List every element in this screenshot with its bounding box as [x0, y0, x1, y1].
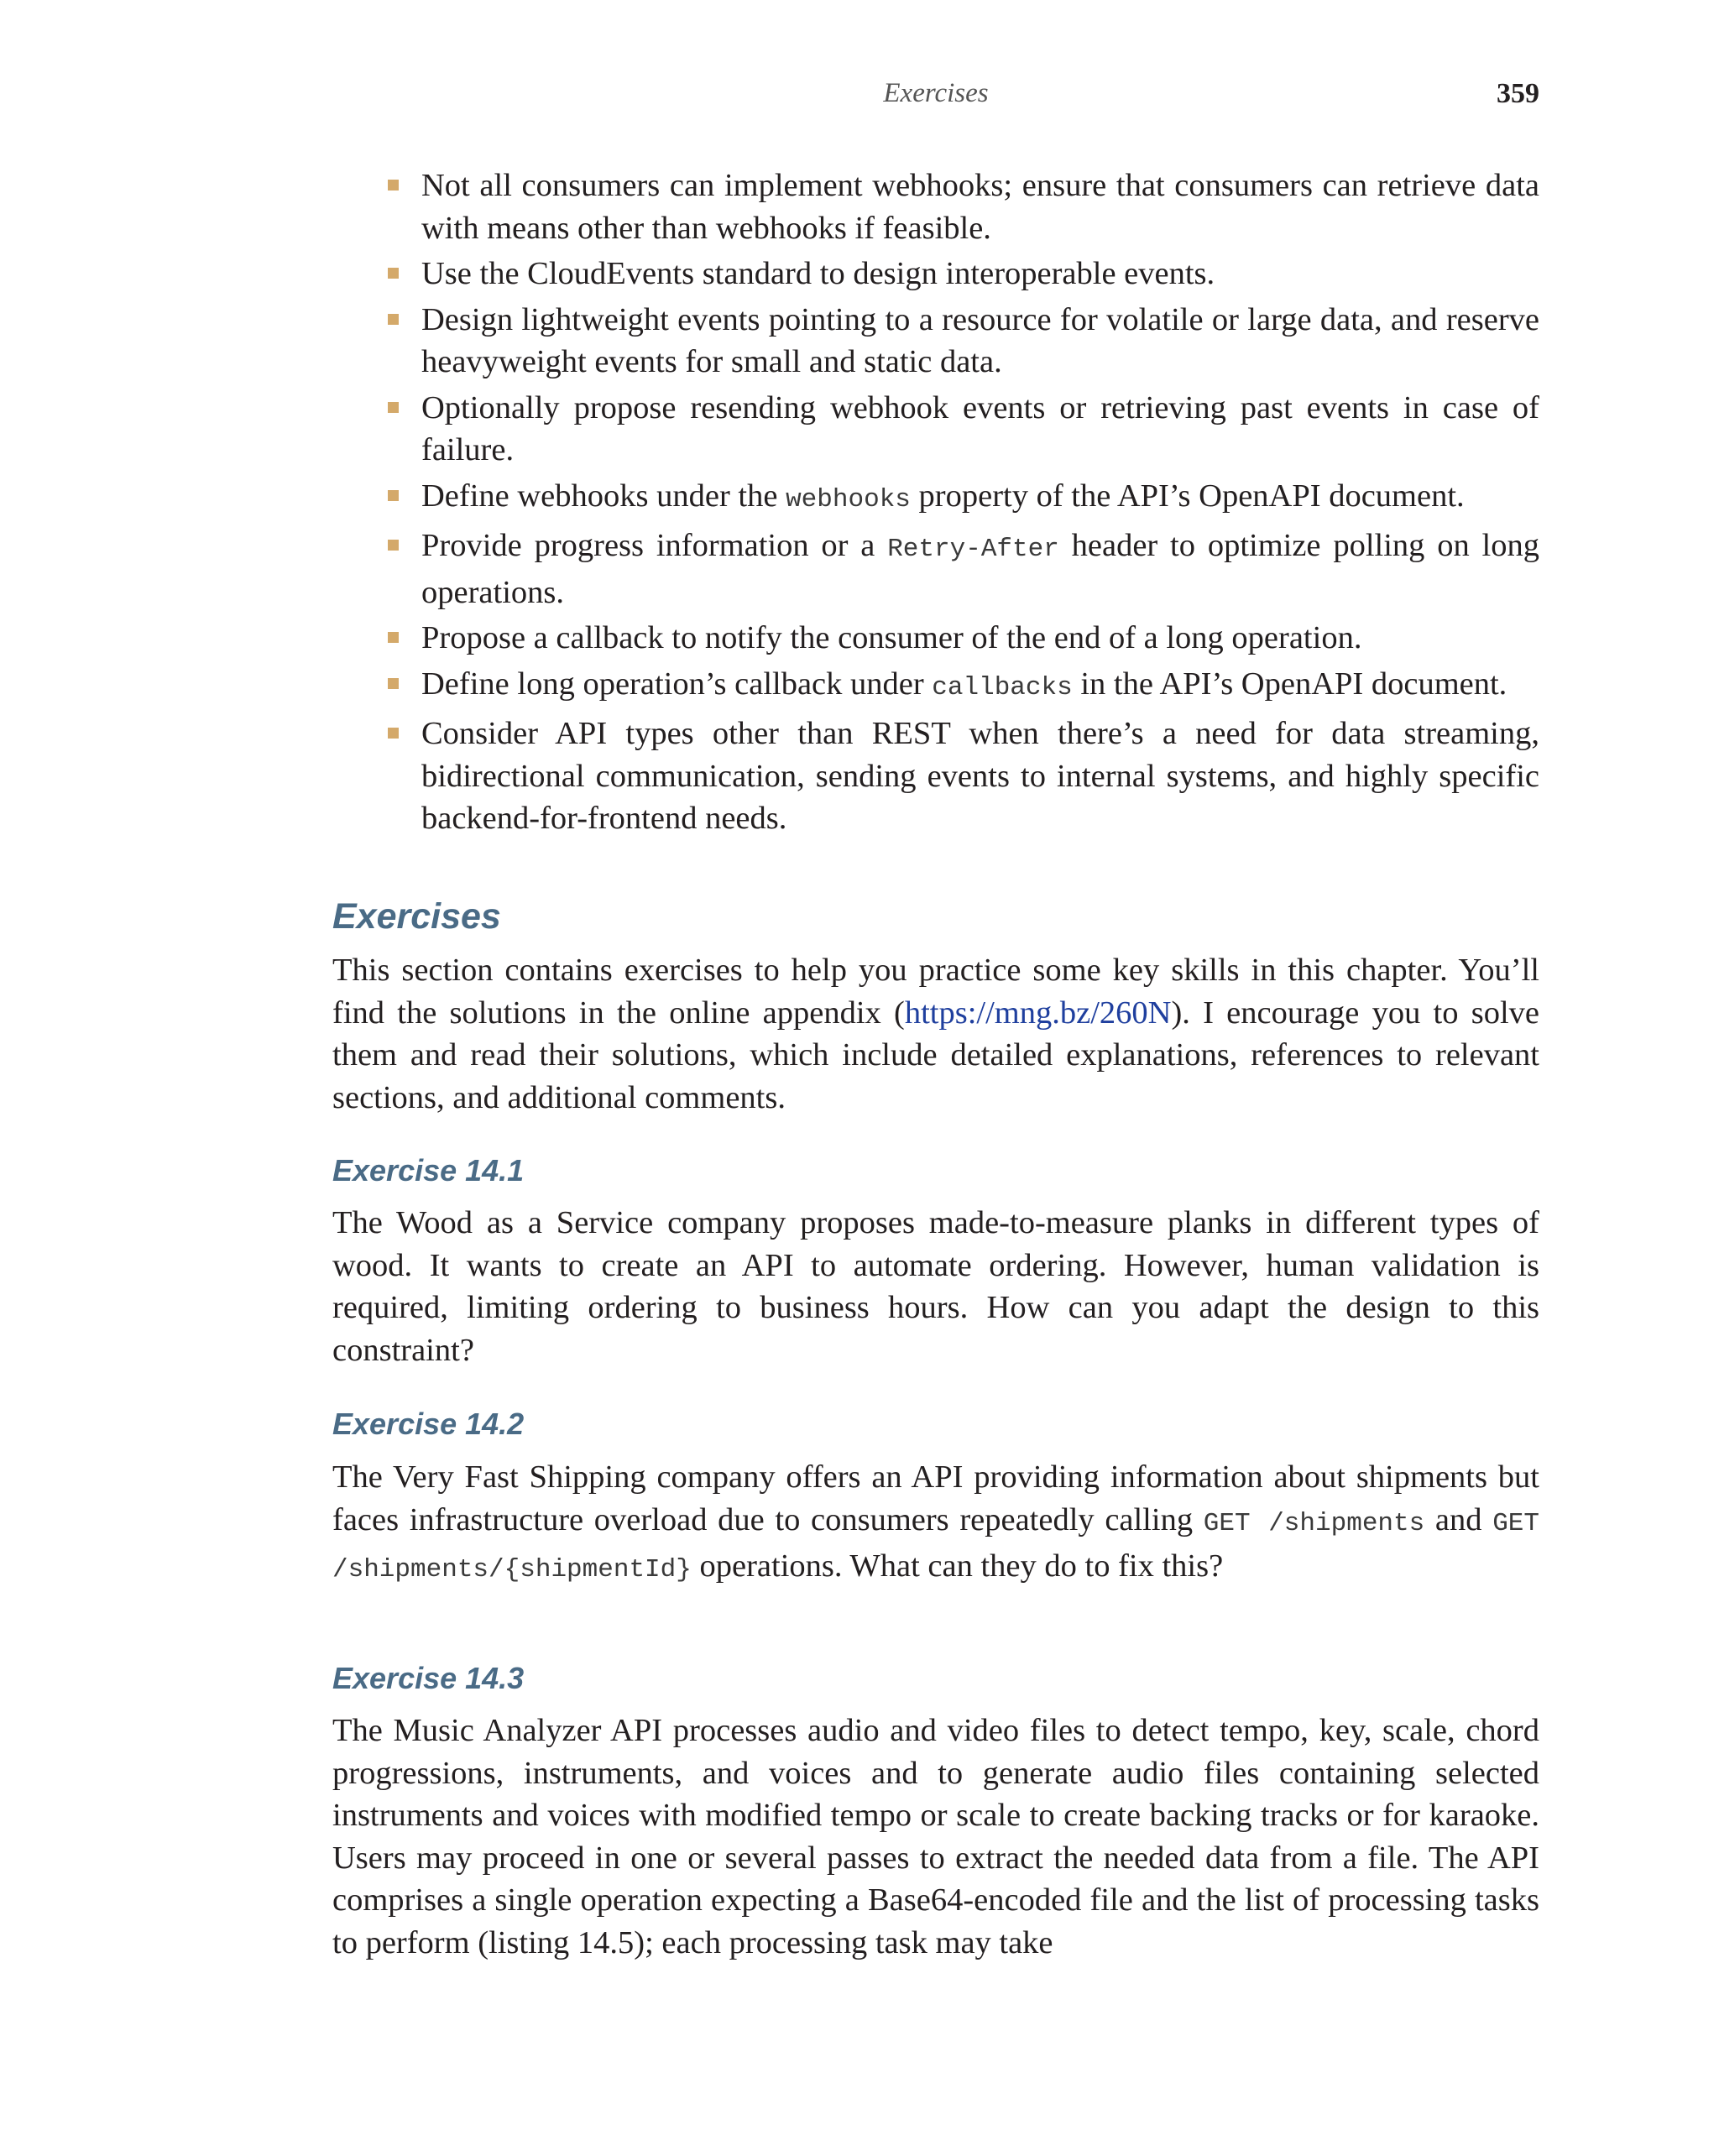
square-bullet-icon: [388, 402, 399, 413]
inline-code: GET /shipments/{shipmentId}: [332, 1508, 1539, 1584]
exercise-14-3-heading: Exercise 14.3: [332, 1661, 525, 1695]
inline-code: GET /shipments: [1203, 1508, 1425, 1538]
inline-code: callbacks: [932, 672, 1073, 702]
exercise-14-2-text: The Very Fast Shipping company offers an API providing information about shipments but faces infrastructure overload due to consumers repeatedly calling GET /shipments and GET /shipments/{shipmentId} operations. What can they do to fix this?: [332, 1459, 1539, 1584]
square-bullet-icon: [388, 268, 399, 279]
exercise-14-1-text: The Wood as a Service company proposes made-to-measure planks in different types of wood. It wants to create an API to automate ordering. However, human validation is required, limiting ordering to business hours. How can you adapt the design to this constraint?: [332, 1205, 1539, 1368]
square-bullet-icon: [388, 632, 399, 643]
square-bullet-icon: [388, 180, 399, 191]
page-number: 359: [1497, 78, 1539, 109]
bullet-item: Propose a callback to notify the consumer of the end of a long operation.: [421, 617, 1539, 660]
exercises-intro-paragraph: This section contains exercises to help you practice some key skills in this chapter. You’ll find the solutions in the online appendix (https://mng.bz/260N). I encourage you to solve them and read their solutions, which include detailed explanations, references to relevant sections, and additional comments.: [332, 953, 1539, 1115]
summary-bullet-list: [421, 164, 1539, 843]
square-bullet-icon: [388, 728, 399, 739]
bullet-item: Define long operation’s callback under callbacks in the API’s OpenAPI document.: [421, 663, 1539, 710]
running-title: Exercises: [883, 78, 989, 108]
exercise-14-3-text: The Music Analyzer API processes audio and video files to detect tempo, key, scale, chord progressions, instruments, and voices and to generate audio files containing selected instruments and voices with modified tempo or scale to create backing tracks or for karaoke. Users may proceed in one or several passes to extract the needed data from a file. The API comprises a single operation expecting a Base64-encoded file and the list of processing tasks to perform (listing 14.5); each processing task may take: [332, 1713, 1539, 1960]
square-bullet-icon: [388, 540, 399, 551]
running-head: [332, 78, 1539, 120]
inline-code: webhooks: [786, 484, 911, 514]
bullet-item: Provide progress information or a Retry-After header to optimize polling on long operations.: [421, 525, 1539, 613]
bullet-item: Optionally propose resending webhook events or retrieving past events in case of failure.: [421, 387, 1539, 472]
exercise-14-2-heading: Exercise 14.2: [332, 1407, 525, 1441]
bullet-item: Use the CloudEvents standard to design interoperable events.: [421, 253, 1539, 295]
bullet-item: Design lightweight events pointing to a resource for volatile or large data, and reserve heavyweight events for small and static data.: [421, 299, 1539, 384]
section-heading-exercises: Exercises: [332, 896, 501, 937]
square-bullet-icon: [388, 678, 399, 689]
bullet-item: Consider API types other than REST when there’s a need for data streaming, bidirectional communication, sending events to internal systems, and highly specific backend-for-frontend needs.: [421, 713, 1539, 840]
square-bullet-icon: [388, 314, 399, 325]
bullet-item: Not all consumers can implement webhooks; ensure that consumers can retrieve data with means other than webhooks if feasible.: [421, 164, 1539, 249]
square-bullet-icon: [388, 490, 399, 501]
exercise-14-1-heading: Exercise 14.1: [332, 1153, 525, 1188]
appendix-link[interactable]: https://mng.bz/260N: [904, 994, 1172, 1031]
bullet-item: Define webhooks under the webhooks property of the API’s OpenAPI document.: [421, 475, 1539, 522]
inline-code: Retry-After: [887, 535, 1059, 564]
